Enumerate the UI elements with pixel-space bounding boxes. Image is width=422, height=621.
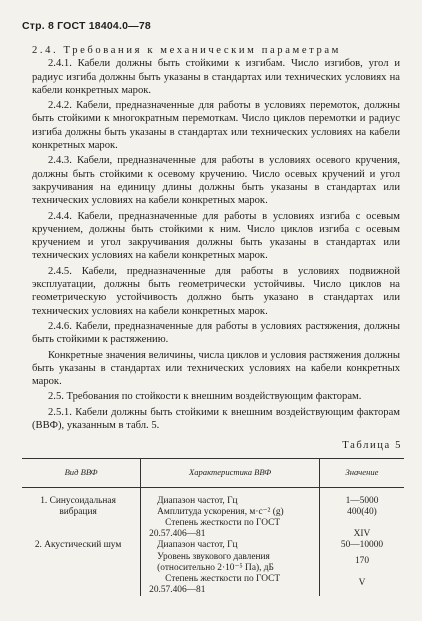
- paragraph-2-4-3: 2.4.3. Кабели, предназначенные для работы в условиях осевого кручения, должны быть стойкими к осевому кручению. Число осевых кручений и угол закручивания на единицу длины должны быть указаны в стандартах или технических условиях на кабели конкретных марок.: [32, 155, 400, 207]
- feature-line: Амплитуда ускорения, м·с⁻² (g): [157, 506, 284, 517]
- page-header: Стр. 8 ГОСТ 18404.0—78: [22, 20, 151, 32]
- row-type: 1. Синусоидальная вибрация: [40, 495, 116, 517]
- row-features: [141, 540, 320, 596]
- header-feature: Характеристика ВВФ: [141, 459, 320, 488]
- header-type: Вид ВВФ: [22, 459, 141, 488]
- value-line: 170: [354, 555, 369, 566]
- feature-line: 20.57.406—81: [149, 529, 206, 540]
- row-type: 2. Акустический шум: [34, 540, 122, 551]
- row-values: [319, 540, 404, 596]
- row-features: [141, 496, 320, 541]
- value-line: [320, 518, 404, 529]
- value-line: V: [358, 577, 366, 588]
- table-header-row: [22, 459, 404, 488]
- paragraph-2-4-2: 2.4.2. Кабели, предназначенные для работы в условиях перемоток, должны быть стойкими к многократным перемоткам. Число циклов перемотки и радиус изгиба должны быть указаны в стандартах или технических условиях на кабели конкретных марок.: [32, 100, 400, 152]
- value-line: 400(40): [347, 506, 377, 517]
- document-body: [32, 44, 400, 434]
- table-row: [22, 496, 404, 541]
- paragraph-2-4-1: 2.4.1. Кабели должны быть стойкими к изгибам. Число изгибов, угол и радиус изгиба должны быть указаны в стандартах или технических условиях на кабели конкретных марок.: [32, 58, 400, 96]
- value-line: XIV: [353, 529, 371, 540]
- feature-line: Уровень звукового давления (относительно 2·10⁻⁵ Па), дБ: [157, 551, 274, 573]
- feature-line: Диапазон частот, Гц: [157, 495, 238, 506]
- row-values: [319, 496, 404, 541]
- table-row: [22, 540, 404, 596]
- paragraph-2-5-1: 2.5.1. Кабели должны быть стойкими к внешним воздействующим факторам (ВВФ), указанным в табл. 5.: [32, 406, 400, 432]
- value-line: [320, 567, 404, 578]
- table-caption: Таблица 5: [342, 440, 402, 451]
- table-5: [22, 458, 404, 596]
- value-line: 1—5000: [345, 495, 379, 506]
- paragraph-2-5: 2.5. Требования по стойкости к внешним воздействующим факторам.: [48, 391, 362, 403]
- paragraph-2-4-6: 2.4.6. Кабели, предназначенные для работы в условиях растяжения, должны быть стойкими к растяжению.: [32, 320, 400, 346]
- paragraph-specific-values: Конкретные значения величины, числа циклов и условия растяжения должны быть указаны в стандартах или технических условиях на кабели конкретных марок.: [32, 349, 400, 388]
- paragraph-2-4-5: 2.4.5. Кабели, предназначенные для работы в условиях подвижной эксплуатации, должны быть геометрически устойчивы. Число циклов на геометрическую устойчивость должно быть указано в стандартах или технических условиях на кабели конкретных марок.: [32, 265, 400, 317]
- paragraph-2-4-4: 2.4.4. Кабели, предназначенные для работы в условиях изгиба с осевым кручением, должны быть стойкими к ним. Число циклов изгиба с осевым кручением и угол закручивания должны быть указаны в стандартах или технических условиях на кабели конкретных марок.: [32, 210, 400, 262]
- section-heading: 2.4. Требования к механическим параметрам: [32, 45, 341, 56]
- value-line: 50—10000: [340, 540, 384, 551]
- feature-line: Степень жесткости по ГОСТ: [165, 517, 281, 528]
- header-value: Значение: [319, 459, 404, 488]
- feature-line: Степень жесткости по ГОСТ: [165, 573, 281, 584]
- feature-line: 20.57.406—81: [149, 585, 206, 596]
- feature-line: Диапазон частот, Гц: [157, 540, 238, 551]
